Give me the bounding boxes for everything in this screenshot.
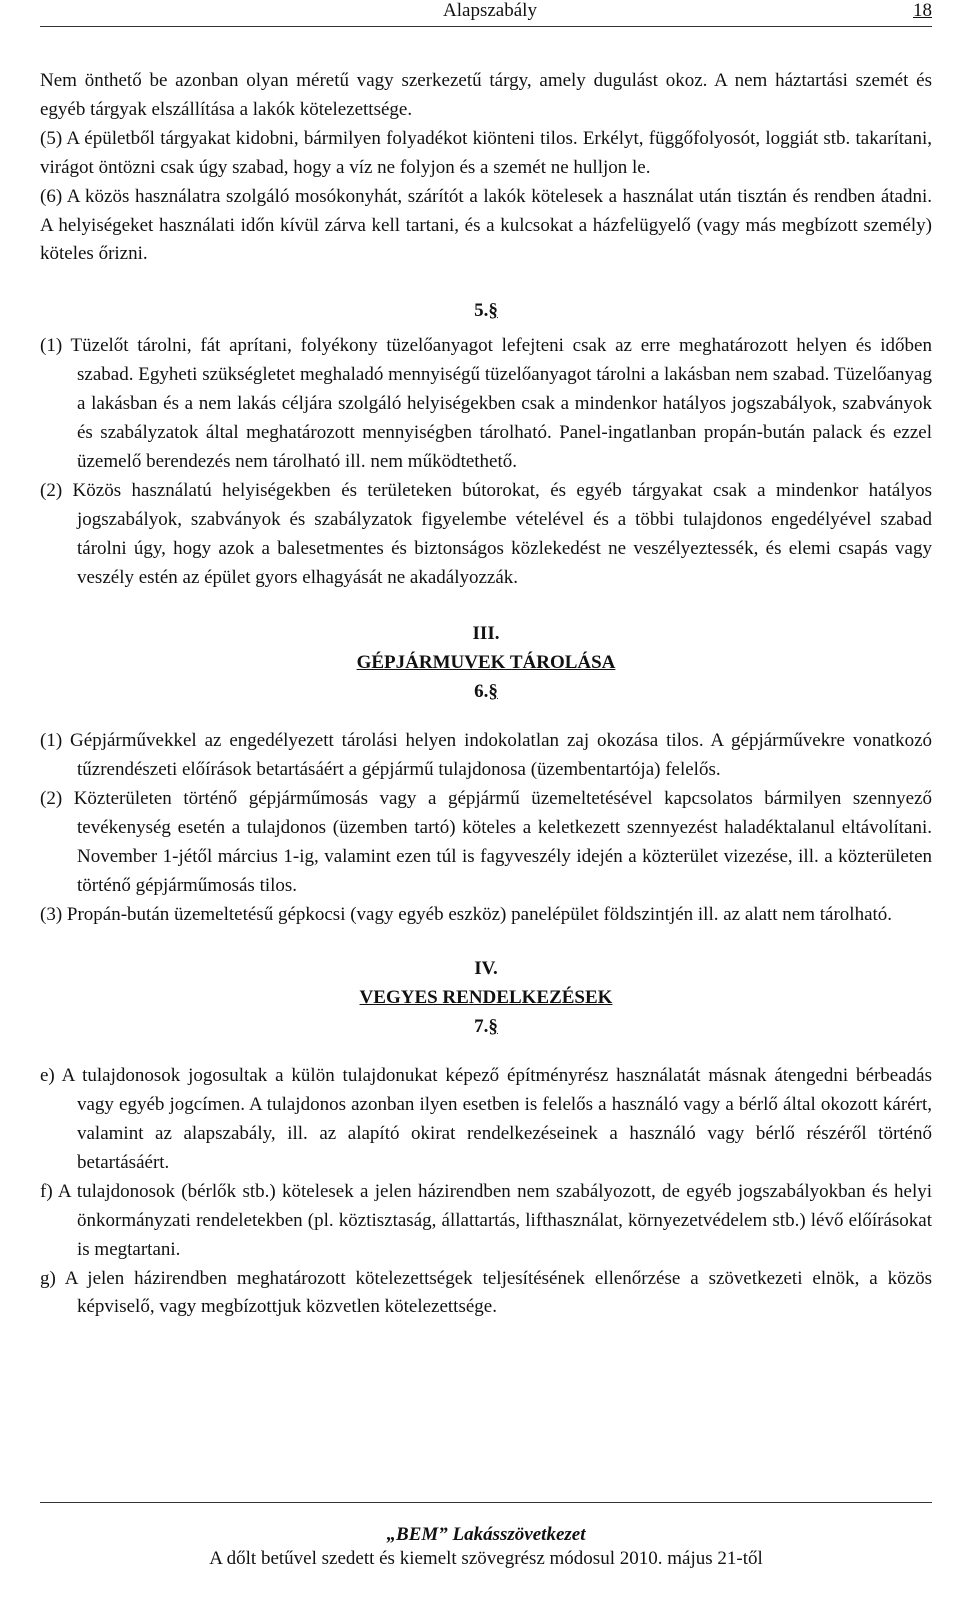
section-7-number: 7. bbox=[474, 1016, 489, 1038]
header-rule bbox=[40, 26, 932, 27]
chapter-4-roman: IV. bbox=[474, 958, 498, 980]
section-symbol: § bbox=[488, 681, 498, 703]
page-footer bbox=[40, 1502, 932, 1571]
chapter-3-title: GÉPJÁRMUVEK TÁROLÁSA bbox=[356, 652, 616, 674]
continued-paragraph: Nem önthető be azonban olyan méretű vagy szerkezetű tárgy, amely dugulást okoz. A nem háztartási szemét és egyéb tárgyak elszállítása a lakók kötelezettsége. bbox=[40, 70, 932, 120]
chapter-4-title: VEGYES RENDELKEZÉSEK bbox=[359, 987, 613, 1009]
section-6-paragraph-3: (3) Propán-bután üzemeltetésű gépkocsi (vagy egyéb eszköz) panelépület földszintjén ill. az alatt nem tárolható. bbox=[40, 903, 893, 925]
section-5-number: 5. bbox=[474, 300, 489, 322]
section-symbol: § bbox=[488, 1016, 498, 1038]
section-6-number: 6. bbox=[474, 681, 489, 703]
document-body bbox=[40, 67, 932, 1322]
footer-note: A dőlt betűvel szedett és kiemelt szövegrész módosul 2010. május 21-től bbox=[209, 1548, 763, 1569]
page-header bbox=[40, 0, 932, 24]
paragraph-6: (6) A közös használatra szolgáló mosókonyhát, szárítót a lakók kötelesek a használat után tisztán és rendben átadni. A helyiségeket használati időn kívül zárva kell tartani, és a kulcsokat a házfelügyelő (vagy más megbízott személy) köteles őrizni. bbox=[40, 185, 932, 265]
paragraph-5: (5) A épületből tárgyakat kidobni, bármilyen folyadékot kiönteni tilos. Erkélyt, függőfolyosót, loggiát stb. takarítani, virágot öntözni csak úgy szabad, hogy a víz ne folyjon és a szemét ne hulljon le. bbox=[40, 127, 932, 178]
footer-rule bbox=[40, 1502, 932, 1503]
section-6-paragraph-1: (1) Gépjárművekkel az engedélyezett tárolási helyen indokolatlan zaj okozása tilos. A gépjárművekre vonatkozó tűzrendészeti előírások betartásáért a gépjármű tulajdonosa (üzembentartója) felelős. bbox=[40, 730, 932, 781]
section-5-paragraph-1: (1) Tüzelőt tárolni, fát aprítani, folyékony tüzelőanyagot lefejteni csak az erre meghatározott helyen és időben szabad. Egyheti szükségletet meghaladó mennyiségű tüzelőanyagot tárolni a lakásban nem szabad. Tüzelőanyag a lakásban és a nem lakás céljára szolgáló helyiségekben csak a mindenkor hatályos jogszabályok, szabványok és szabályzatok által meghatározott mennyiségben tárolható. Panel-ingatlanban propán-bután palack és ezzel üzemelő berendezés nem tárolható ill. nem működtethető. bbox=[40, 335, 932, 472]
footer-organization: „BEM” Lakásszövetkezet bbox=[386, 1524, 586, 1545]
section-symbol: § bbox=[488, 300, 498, 322]
section-5-paragraph-2: (2) Közös használatú helyiségekben és területeken bútorokat, és egyéb tárgyakat csak a mindenkor hatályos jogszabályok, szabványok és szabályzatok figyelembe vételével és a többi tulajdonos engedélyével szabad tárolni úgy, hogy azok a balesetmentes és biztonságos közlekedést ne veszélyeztessék, és elemi csapás vagy veszély estén az épület gyors elhagyását ne akadályozzák. bbox=[40, 479, 932, 588]
page-number: 18 bbox=[913, 0, 932, 21]
header-title: Alapszabály bbox=[443, 0, 537, 21]
section-7-item-f: f) A tulajdonosok (bérlők stb.) kötelesek a jelen házirendben nem szabályozott, de egyéb jogszabályokban és helyi önkormányzati rendeletekben (pl. köztisztaság, állattartás, lifthasználat, környezetvédelem stb.) lévő előírásokat is megtartani. bbox=[40, 1180, 932, 1260]
section-6-paragraph-2: (2) Közterületen történő gépjárműmosás vagy a gépjármű üzemeltetésével kapcsolatos bármilyen szennyező tevékenység esetén a tulajdonos (üzemben tartó) köteles a keletkezett szennyezést haladéktalanul eltávolítani. November 1-jétől március 1-ig, valamint ezen túl is fagyveszély idején a közterület vizezése, ill. a közterületen történő gépjárműmosás tilos. bbox=[40, 787, 932, 896]
section-7-item-e: e) A tulajdonosok jogosultak a külön tulajdonukat képező építményrész használatát másnak átengedni bérbeadás vagy egyéb jogcímen. A tulajdonos azonban ilyen esetben is felelős a használó vagy a bérlő által okozott kárért, valamint az alapszabály, ill. az alapító okirat rendelkezéseinek a használó vagy bérlő részéről történő betartásáért. bbox=[40, 1065, 932, 1173]
chapter-3-roman: III. bbox=[472, 623, 500, 645]
section-7-item-g: g) A jelen házirendben meghatározott kötelezettségek teljesítésének ellenőrzése a szövetkezeti elnök, a közös képviselő, vagy megbízottjuk közvetlen kötelezettsége. bbox=[40, 1267, 932, 1318]
